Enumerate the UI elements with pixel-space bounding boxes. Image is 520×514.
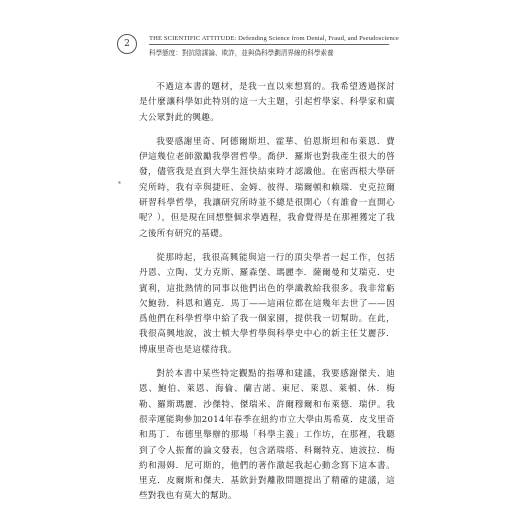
page-number: 2 (117, 34, 137, 54)
paragraph: 不過這本書的題材，是我一直以來想寫的。我希望透過探討是什麼讓科學如此特別的這一大主題，引起哲學家、科學家和廣大公眾對此的興趣。 (139, 82, 395, 123)
paragraph: 對於本書中某些特定觀點的指導和建議，我要感謝傑夫、迪恩、鮑伯、萊恩、海倫、蘭吉諾、東尼、萊恩、萊頓、休．梅勒、羅斯瑪麗．沙傑特、傑瑞米、許爾穆爾和布萊德．瑞伊。我很幸運能夠參加2014年春季在紐約市立大學由馬希莫．皮戈里奇和馬丁．布德里舉辦的那場「科學主義」工作坊，在那裡，我聽到了令人振奮的論文發表，包含諾瑞塔、科爾特克、迪波拉．梅約和湯姆．尼可斯的，他們的著作激起我起心動念寫下這本書。里克．皮爾斯和傑夫．基欽針對離散問題提出了精確的建議，這些對我也有莫大的幫助。 (139, 369, 395, 502)
running-head-divider (149, 44, 389, 45)
running-head-chinese-title: 科學態度：對抗陰謀論、欺詐，並與偽科學劃清界線的科學素養 (149, 49, 334, 57)
body-text (139, 80, 395, 514)
paragraph: 從那時起，我很高興能與這一行的頂尖學者一起工作，包括丹恩、立陶、艾力克斯、羅森堡、瑪麗李．薩爾曼和艾瑞克．史賓利，這批熱情的同事以他們出色的學識教給我很多。我非常虧欠鮑勃．科恩和邁克．馬丁——這兩位都在這幾年去世了——因爲他們在科學哲學中給了我一個家園，提供我一切幫助。在此，我很高興地說，波士頓大學哲學與科學史中心的新主任艾麗莎．博康里奇也是這樣待我。 (139, 252, 395, 355)
running-head-english-title: THE SCIENTIFIC ATTITUDE: Defending Science from Denial, Fraud, and Pseudoscience (149, 35, 399, 42)
paragraph: 我要感謝里奇、阿德爾斯坦、霍華、伯恩斯坦和布萊恩．費伊這幾位老師激勵我學習哲學。喬伊．羅斯也對我產生很大的啓發，儘管我是直到大學生涯快結束時才認識他。在密西根大學研究所時，我有幸與捷旺、金姆、彼得、瑞爾頓和賴瑞．史克拉爾研習科學哲學，我讓研究所時並不總是很開心（有誰會一直開心呢？），但是現在回想整個求學過程，我會覺得是在那裡獲定了我之後所有研究的基礎。 (139, 136, 395, 239)
margin-mark: * (118, 181, 121, 188)
